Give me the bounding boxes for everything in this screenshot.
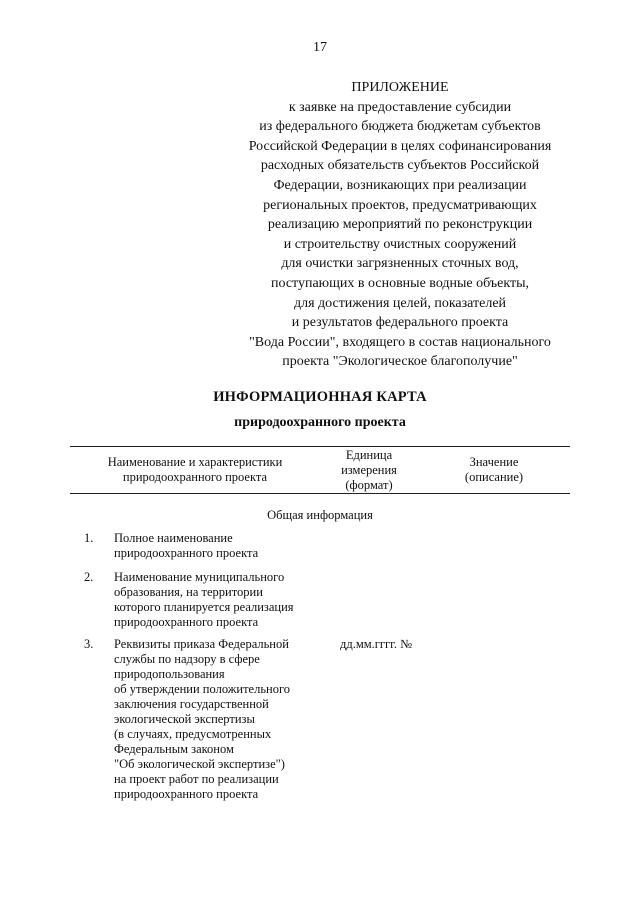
row-number: 1. bbox=[84, 531, 94, 545]
appendix-line: проекта "Экологическое благополучие" bbox=[282, 354, 518, 370]
row-label bbox=[114, 637, 324, 802]
header-value-line: Значение bbox=[469, 455, 519, 469]
row-label-line: Реквизиты приказа Федеральной bbox=[114, 637, 289, 651]
header-unit-column bbox=[320, 447, 418, 493]
row-number: 3. bbox=[84, 637, 94, 651]
row-label-line: которого планируется реализация bbox=[114, 600, 294, 614]
appendix-line: расходных обязательств субъектов Российской bbox=[260, 158, 540, 174]
header-value-line: (описание) bbox=[464, 470, 524, 484]
appendix-line: к заявке на предоставление субсидии bbox=[288, 99, 512, 115]
row-label-line: Полное наименование bbox=[114, 531, 233, 545]
document-title: ИНФОРМАЦИОННАЯ КАРТА bbox=[213, 389, 427, 405]
header-unit-line: Единица bbox=[345, 447, 393, 462]
appendix-line: и результатов федерального проекта bbox=[291, 315, 509, 331]
row-label-line: природопользования bbox=[114, 667, 225, 681]
row-label-line: Федеральным законом bbox=[114, 742, 234, 756]
header-name-line: природоохранного проекта bbox=[122, 470, 268, 484]
appendix-line: Российской Федерации в целях софинансирования bbox=[248, 138, 552, 154]
table-header bbox=[70, 446, 570, 494]
row-label-line: экологической экспертизы bbox=[114, 712, 255, 726]
row-label-line: службы по надзору в сфере bbox=[114, 652, 260, 666]
row-label-line: Наименование муниципального bbox=[114, 570, 285, 584]
row-label-line: образования, на территории bbox=[114, 585, 263, 599]
header-value-column bbox=[418, 447, 570, 493]
appendix-block bbox=[228, 78, 572, 372]
row-label-line: природоохранного проекта bbox=[114, 615, 259, 629]
row-label-line: (в случаях, предусмотренных bbox=[114, 727, 272, 741]
header-unit-line: (формат) bbox=[345, 477, 393, 492]
page-number: 17 bbox=[313, 40, 327, 55]
appendix-line: для достижения целей, показателей bbox=[293, 295, 507, 311]
appendix-line: реализацию мероприятий по реконструкции bbox=[267, 217, 533, 233]
row-unit: дд.мм.гггг. № bbox=[340, 637, 413, 651]
appendix-line: "Вода России", входящего в состав национального bbox=[249, 334, 551, 350]
header-name-column bbox=[70, 447, 320, 493]
appendix-line: региональных проектов, предусматривающих bbox=[263, 197, 537, 213]
row-label-line: на проект работ по реализации bbox=[114, 772, 279, 786]
row-label-line: заключения государственной bbox=[114, 697, 269, 711]
section-title: Общая информация bbox=[267, 508, 373, 522]
appendix-line: Федерации, возникающих при реализации bbox=[273, 177, 527, 193]
row-label bbox=[114, 570, 324, 630]
row-label-line: природоохранного проекта bbox=[114, 546, 259, 560]
appendix-line: и строительству очистных сооружений bbox=[283, 236, 517, 252]
row-number: 2. bbox=[84, 570, 94, 584]
appendix-line: для очистки загрязненных сточных вод, bbox=[281, 256, 519, 272]
row-label-line: природоохранного проекта bbox=[114, 787, 259, 801]
row-label bbox=[114, 531, 324, 561]
header-name-line: Наименование и характеристики bbox=[107, 455, 283, 469]
appendix-heading: ПРИЛОЖЕНИЕ bbox=[351, 80, 449, 95]
row-label-line: "Об экологической экспертизе") bbox=[114, 757, 285, 771]
appendix-line: из федерального бюджета бюджетам субъектов bbox=[259, 119, 541, 135]
document-subtitle: природоохранного проекта bbox=[234, 415, 406, 430]
header-unit-line: измерения bbox=[341, 462, 397, 477]
row-label-line: об утверждении положительного bbox=[114, 682, 291, 696]
appendix-line: поступающих в основные водные объекты, bbox=[270, 275, 530, 291]
